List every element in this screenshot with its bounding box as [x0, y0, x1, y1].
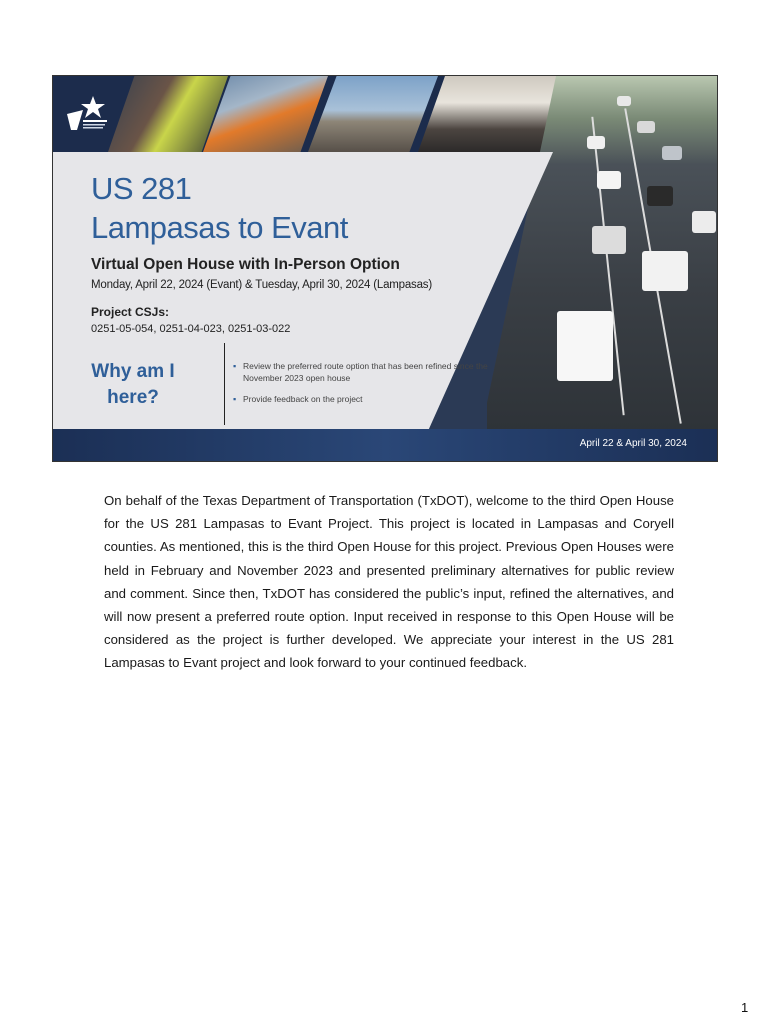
meeting-dates: Monday, April 22, 2024 (Evant) & Tuesday, April 30, 2024 (Lampasas) [91, 279, 432, 291]
list-item: ▪ Review the preferred route option that has been refined since the November 2023 open house [231, 360, 491, 384]
csj-label: Project CSJs: [91, 305, 170, 319]
list-item: ▪ Provide feedback on the project [231, 393, 491, 405]
footer-date: April 22 & April 30, 2024 [579, 438, 687, 449]
title-slide [52, 75, 718, 462]
title-line-1: US 281 [91, 171, 192, 206]
slide-subtitle: Virtual Open House with In-Person Option [91, 256, 400, 273]
welcome-paragraph: On behalf of the Texas Department of Transportation (TxDOT), welcome to the third Open House for the US 281 Lampasas to Evant Project. This project is located in Lampasas and Coryell counties. As mentioned, this is the third Open House for this project. Previous Open Houses were held in February and November 2023 and presented preliminary alternatives for public review and comment. Since then, TxDOT has considered the public’s input, refined the alternatives, and will now present a preferred route option. Input received in response to this Open House will be considered as the project is further developed. We appreciate your interest in the US 281 Lampasas to Evant project and look forward to your continued feedback. [104, 493, 674, 671]
why-line-1: Why am I [91, 361, 175, 382]
txdot-logo [63, 94, 111, 134]
slide-footer [53, 429, 718, 461]
page-number: 1 [741, 1000, 749, 1015]
photo-construction-site [308, 76, 438, 152]
why-heading [83, 359, 183, 411]
csj-values: 0251-05-054, 0251-04-023, 0251-03-022 [91, 323, 291, 335]
slide-title [91, 169, 348, 247]
why-line-2: here? [107, 387, 159, 408]
reasons-list [231, 360, 491, 414]
title-line-2: Lampasas to Evant [91, 210, 348, 245]
vertical-divider [224, 343, 225, 425]
